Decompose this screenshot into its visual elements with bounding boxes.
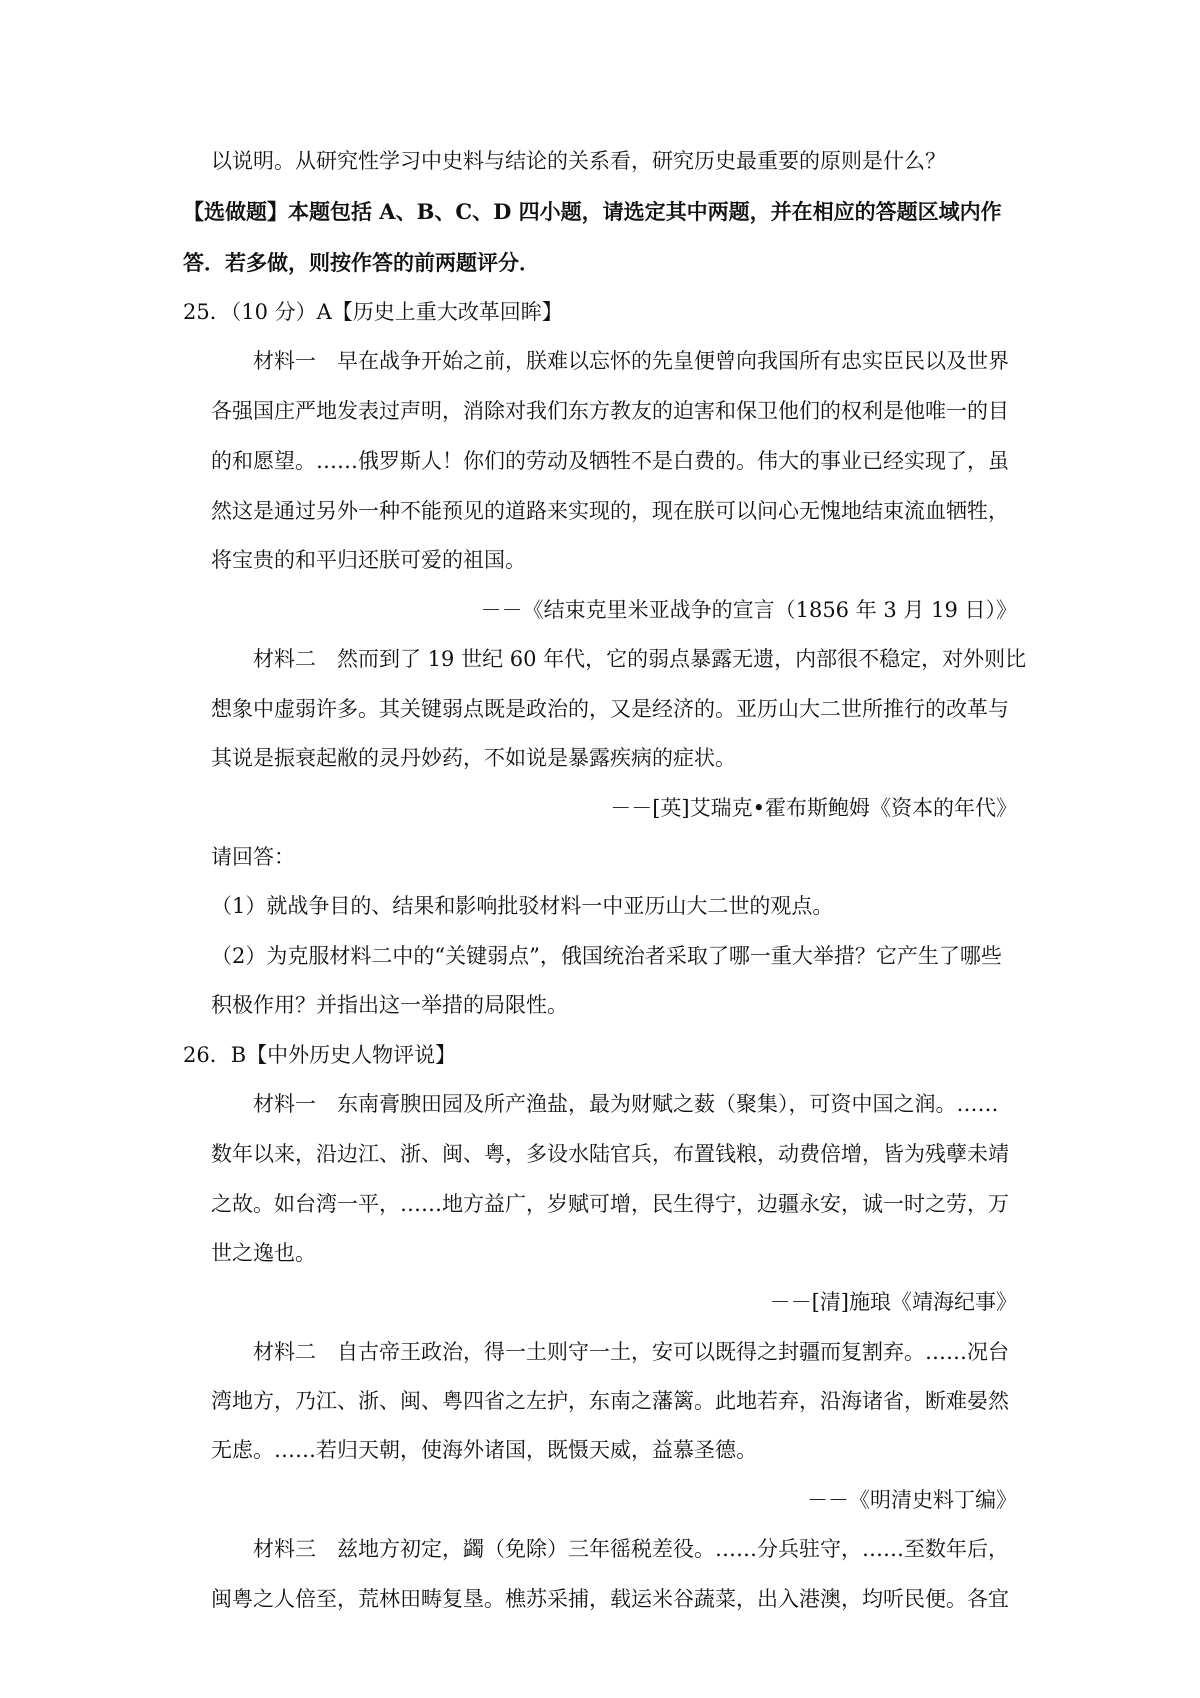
text-line: 将宝贵的和平归还朕可爱的祖国。 — [211, 548, 526, 572]
text-line: 积极作用？并指出这一举措的局限性。 — [211, 993, 568, 1017]
text-line: 其说是振衰起敝的灵丹妙药，不如说是暴露疾病的症状。 — [211, 746, 736, 770]
text-line: 的和愿望。……俄罗斯人！你们的劳动及牺牲不是白费的。伟大的事业已经实现了，虽 — [211, 449, 1009, 473]
text-line: 各强国庄严地发表过声明，消除对我们东方教友的迫害和保卫他们的权利是他唯一的目 — [211, 399, 1009, 423]
text-line: 之故。如台湾一平，……地方益广，岁赋可增，民生得宁，边疆永安，诚一时之劳，万 — [211, 1192, 1009, 1216]
text-line: 材料三 兹地方初定，蠲（免除）三年徭税差役。……分兵驻守，……至数年后， — [253, 1537, 1009, 1561]
text-line: 想象中虚弱许多。其关键弱点既是政治的，又是经济的。亚历山大二世所推行的改革与 — [211, 697, 1009, 721]
source-citation: －－[英]艾瑞克•霍布斯鲍姆《资本的年代》 — [610, 796, 1017, 820]
question-heading: 26．B【中外历史人物评说】 — [183, 1043, 457, 1067]
text-line: 材料一 东南膏腴田园及所产渔盐，最为财赋之薮（聚集），可资中国之润。…… — [253, 1092, 999, 1116]
sub-question: （2）为克服材料二中的“关键弱点”，俄国统治者采取了哪一重大举措？它产生了哪些 — [211, 944, 1002, 968]
sub-question: （1）就战争目的、结果和影响批驳材料一中亚历山大二世的观点。 — [211, 894, 834, 918]
text-line: 数年以来，沿边江、浙、闽、粤，多设水陆官兵，布置钱粮，动费倍增，皆为残孽未靖 — [211, 1142, 1009, 1166]
elective-instruction: 答．若多做，则按作答的前两题评分． — [183, 250, 540, 275]
text-line: 无虑。……若归天朝，使海外诸国，既慑天威，益慕圣德。 — [211, 1438, 757, 1462]
text-line: 闽粤之人倍至，荒林田畴复垦。樵苏采捕，载运米谷蔬菜，出入港澳，均听民便。各宜 — [211, 1587, 1009, 1611]
elective-instruction: 【选做题】本题包括 A、B、C、D 四小题，请选定其中两题，并在相应的答题区域内作 — [183, 199, 1002, 224]
text-line: 然这是通过另外一种不能预见的道路来实现的，现在朕可以问心无愧地结束流血牺牲， — [211, 499, 1009, 523]
text-line: 请回答： — [211, 845, 295, 869]
text-line: 湾地方，乃江、浙、闽、粤四省之左护，东南之藩篱。此地若弃，沿海诸省，断难晏然 — [211, 1389, 1009, 1413]
source-citation: －－《结束克里米亚战争的宣言（1856 年 3 月 19 日）》 — [480, 598, 1017, 622]
source-citation: －－[清]施琅《靖海纪事》 — [769, 1290, 1017, 1314]
text-line: 世之逸也。 — [211, 1241, 316, 1265]
text-line: 材料二 然而到了 19 世纪 60 年代，它的弱点暴露无遗，内部很不稳定，对外则比 — [253, 647, 1027, 671]
source-citation: －－《明清史料丁编》 — [807, 1488, 1017, 1512]
text-line: 以说明。从研究性学习中史料与结论的关系看，研究历史最重要的原则是什么？ — [211, 149, 946, 173]
text-line: 材料二 自古帝王政治，得一土则守一土，安可以既得之封疆而复割弃。……况台 — [253, 1340, 1009, 1364]
question-heading: 25．（10 分）A【历史上重大改革回眸】 — [183, 300, 563, 324]
text-line: 材料一 早在战争开始之前，朕难以忘怀的先皇便曾向我国所有忠实臣民以及世界 — [253, 349, 1009, 373]
